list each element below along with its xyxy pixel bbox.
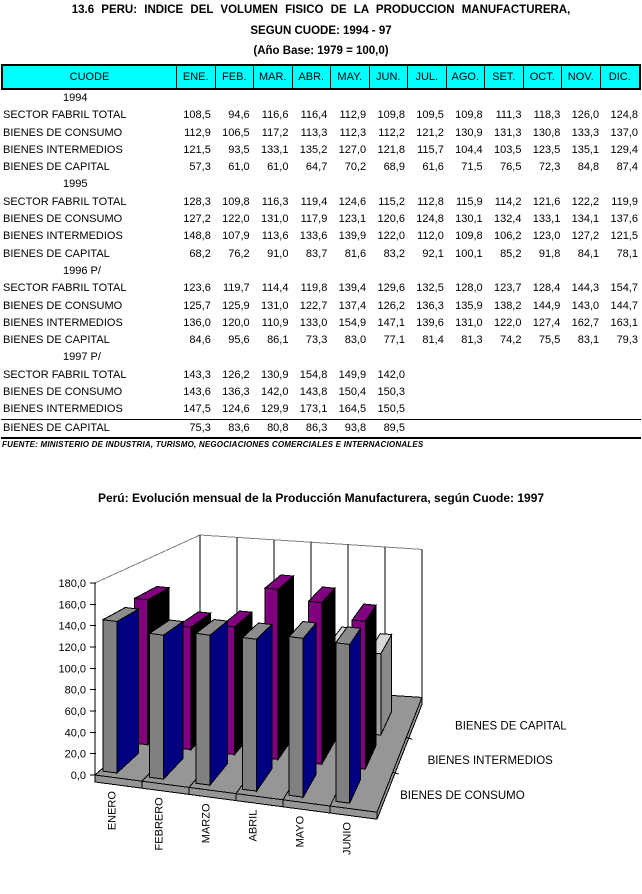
value-cell: 135,9	[455, 299, 483, 312]
value-cell: 126,2	[377, 299, 405, 312]
value-cell: 122,0	[222, 213, 250, 226]
value-cell: 79,3	[616, 334, 638, 347]
value-cell: 108,5	[183, 109, 211, 122]
value-cell: 137,4	[338, 299, 367, 312]
value-cell: 92,1	[422, 247, 444, 260]
value-cell: 119,9	[611, 195, 638, 208]
value-cell: 129,9	[260, 403, 289, 416]
value-cell: 127,0	[338, 143, 367, 156]
value-cell: 147,5	[183, 403, 211, 416]
value-cell: 89,5	[383, 421, 405, 434]
y-tick-label: 80,0	[64, 684, 86, 697]
value-cell: 123,6	[183, 282, 211, 295]
value-cell: 133,6	[299, 230, 328, 243]
value-cell: 106,5	[222, 126, 250, 139]
value-cell: 71,5	[461, 161, 483, 174]
value-cell: 139,6	[416, 316, 444, 329]
value-cell: 123,5	[532, 143, 561, 156]
value-cell: 162,7	[571, 316, 600, 329]
value-cell: 163,1	[610, 316, 638, 329]
value-cell: 131,0	[260, 213, 289, 226]
value-cell: 137,0	[610, 126, 638, 139]
value-cell: 116,4	[300, 109, 328, 122]
value-cell: 124,8	[610, 109, 638, 122]
value-cell: 84,6	[189, 334, 211, 347]
value-cell: 93,8	[344, 421, 367, 434]
value-cell: 113,6	[261, 230, 289, 243]
value-cell: 75,3	[189, 421, 211, 434]
bar-bienes-de-consumo-mayo	[289, 637, 303, 798]
bar-side-bienes-de-consumo-enero	[117, 609, 139, 773]
value-cell: 136,0	[183, 316, 211, 329]
value-cell: 116,3	[261, 195, 289, 208]
value-cell: 144,9	[532, 299, 561, 312]
value-cell: 124,6	[222, 403, 250, 416]
category-label-mayo: MAYO	[294, 815, 307, 848]
y-tick-label: 40,0	[64, 727, 86, 740]
value-cell: 112,0	[417, 230, 444, 243]
value-cell: 120,0	[222, 316, 250, 329]
value-cell: 109,5	[416, 109, 444, 122]
value-cell: 144,7	[610, 299, 638, 312]
column-header-ene: ENE.	[177, 66, 216, 88]
value-cell: 128,4	[532, 282, 561, 295]
value-cell: 121,5	[183, 143, 211, 156]
value-cell: 154,7	[610, 282, 638, 295]
bar-side-bienes-de-consumo-junio	[350, 628, 361, 803]
category-label-febrero: FEBRERO	[153, 797, 166, 851]
value-cell: 122,2	[571, 195, 600, 208]
value-cell: 103,5	[493, 143, 522, 156]
row-label: SECTOR FABRIL TOTAL	[3, 195, 127, 208]
value-cell: 64,7	[305, 161, 328, 174]
value-cell: 130,9	[260, 368, 289, 381]
value-cell: 121,6	[532, 195, 561, 208]
bar-bienes-de-consumo-marzo	[196, 633, 210, 785]
row-label: BIENES INTERMEDIOS	[3, 403, 123, 416]
row-label: BIENES DE CONSUMO	[3, 299, 123, 312]
value-cell: 74,2	[500, 334, 522, 347]
column-header-dic: DIC.	[601, 66, 640, 88]
value-cell: 127,2	[571, 230, 600, 243]
row-label: BIENES DE CONSUMO	[3, 386, 123, 399]
value-cell: 131,0	[455, 316, 483, 329]
value-cell: 86,3	[305, 421, 328, 434]
value-cell: 127,4	[532, 316, 561, 329]
value-cell: 130,8	[532, 126, 561, 139]
value-cell: 84,8	[577, 161, 600, 174]
series-label-bienes-de-capital: BIENES DE CAPITAL	[455, 720, 567, 733]
y-tick-label: 100,0	[58, 663, 86, 676]
value-cell: 83,7	[305, 247, 328, 260]
column-header-ago: AGO.	[447, 66, 486, 88]
value-cell: 112,9	[339, 109, 367, 122]
value-cell: 143,0	[571, 299, 600, 312]
value-cell: 143,3	[183, 368, 211, 381]
value-cell: 122,0	[493, 316, 522, 329]
value-cell: 124,6	[338, 195, 367, 208]
value-cell: 106,2	[493, 230, 522, 243]
column-header-feb: FEB.	[216, 66, 255, 88]
bar-side-bienes-intermedios-junio	[365, 605, 376, 769]
y-tick-label: 0,0	[70, 770, 86, 782]
value-cell: 124,8	[416, 213, 444, 226]
value-cell: 128,0	[455, 282, 483, 295]
value-cell: 133,1	[532, 213, 561, 226]
value-cell: 57,3	[189, 161, 211, 174]
value-cell: 149,9	[338, 368, 367, 381]
bar-side-bienes-de-consumo-marzo	[210, 621, 227, 785]
value-cell: 142,0	[377, 368, 405, 381]
column-header-cuode: CUODE	[3, 66, 177, 88]
value-cell: 119,4	[300, 195, 328, 208]
value-cell: 136,3	[222, 386, 250, 399]
value-cell: 114,2	[494, 195, 522, 208]
value-cell: 139,9	[338, 230, 367, 243]
value-cell: 154,8	[299, 368, 328, 381]
year-label: 1997 P/	[63, 351, 101, 364]
category-label-abril: ABRIL	[247, 809, 260, 842]
value-cell: 125,9	[222, 299, 250, 312]
value-cell: 120,6	[377, 213, 405, 226]
row-label: BIENES DE CAPITAL	[3, 247, 110, 260]
source-note: FUENTE: MINISTERIO DE INDUSTRIA, TURISMO, NEGOCIACIONES COMERCIALES E INTERNACIONALES	[2, 440, 424, 449]
value-cell: 136,3	[416, 299, 444, 312]
row-label: BIENES INTERMEDIOS	[3, 316, 123, 329]
bar-side-bienes-intermedios-mayo	[322, 588, 335, 764]
value-cell: 115,9	[455, 195, 483, 208]
value-cell: 173,1	[299, 403, 328, 416]
value-cell: 164,5	[338, 403, 367, 416]
value-cell: 70,2	[344, 161, 367, 174]
value-cell: 139,4	[338, 282, 367, 295]
value-cell: 150,3	[377, 386, 405, 399]
value-cell: 104,4	[455, 143, 483, 156]
value-cell: 133,1	[260, 143, 289, 156]
value-cell: 135,1	[571, 143, 600, 156]
value-cell: 73,3	[305, 334, 328, 347]
value-cell: 123,1	[338, 213, 367, 226]
row-label: SECTOR FABRIL TOTAL	[3, 368, 127, 381]
column-header-abr: ABR.	[293, 66, 332, 88]
value-cell: 143,8	[299, 386, 328, 399]
value-cell: 86,1	[267, 334, 289, 347]
year-label: 1996 P/	[63, 264, 101, 277]
value-cell: 110,9	[261, 316, 289, 329]
y-tick-label: 180,0	[58, 578, 86, 590]
value-cell: 76,2	[228, 247, 250, 260]
value-cell: 91,8	[538, 247, 561, 260]
value-cell: 132,5	[416, 282, 444, 295]
value-cell: 119,8	[300, 282, 328, 295]
value-cell: 83,0	[344, 334, 367, 347]
value-cell: 61,0	[228, 161, 250, 174]
value-cell: 123,0	[532, 230, 561, 243]
y-tick-label: 160,0	[58, 599, 86, 612]
value-cell: 138,2	[493, 299, 522, 312]
bar-bienes-de-consumo-febrero	[150, 633, 164, 779]
value-cell: 107,9	[222, 230, 250, 243]
value-cell: 117,2	[261, 126, 289, 139]
value-cell: 144,3	[571, 282, 600, 295]
row-label: BIENES DE CONSUMO	[3, 126, 123, 139]
value-cell: 125,7	[183, 299, 211, 312]
document-subtitle: SEGUN CUODE: 1994 - 97	[250, 25, 392, 37]
value-cell: 61,6	[422, 161, 444, 174]
bar-bienes-de-consumo-enero	[103, 620, 117, 773]
value-cell: 84,1	[577, 247, 600, 260]
value-cell: 117,9	[300, 213, 328, 226]
value-cell: 115,7	[417, 143, 444, 156]
column-header-jul: JUL.	[408, 66, 447, 88]
value-cell: 128,3	[183, 195, 211, 208]
category-label-enero: ENERO	[106, 791, 119, 831]
row-label: BIENES INTERMEDIOS	[3, 230, 123, 243]
value-cell: 129,6	[377, 282, 405, 295]
bar-side-bienes-de-consumo-mayo	[303, 623, 316, 797]
value-cell: 80,8	[267, 421, 289, 434]
value-cell: 81,6	[344, 247, 367, 260]
value-cell: 118,3	[533, 109, 561, 122]
value-cell: 150,4	[338, 386, 367, 399]
value-cell: 133,3	[571, 126, 600, 139]
value-cell: 127,2	[183, 213, 211, 226]
value-cell: 78,1	[616, 247, 638, 260]
value-cell: 87,4	[616, 161, 638, 174]
value-cell: 77,1	[383, 334, 405, 347]
bar-side-bienes-de-consumo-febrero	[164, 622, 183, 780]
value-cell: 81,3	[461, 334, 483, 347]
value-cell: 131,0	[260, 299, 289, 312]
value-cell: 114,4	[261, 282, 289, 295]
value-cell: 94,6	[228, 109, 250, 122]
value-cell: 121,5	[610, 230, 638, 243]
value-cell: 115,2	[378, 195, 405, 208]
value-cell: 68,9	[383, 161, 405, 174]
value-cell: 85,2	[500, 247, 522, 260]
series-label-bienes-intermedios: BIENES INTERMEDIOS	[427, 755, 553, 768]
value-cell: 123,7	[493, 282, 522, 295]
value-cell: 109,8	[455, 230, 483, 243]
value-cell: 132,4	[493, 213, 522, 226]
value-cell: 122,7	[299, 299, 328, 312]
value-cell: 109,8	[222, 195, 250, 208]
value-cell: 143,6	[183, 386, 211, 399]
year-label: 1994	[63, 92, 88, 104]
bar-bienes-de-consumo-abril	[243, 638, 257, 792]
chart-title: Perú: Evolución mensual de la Producción Manufacturera, según Cuode: 1997	[97, 491, 545, 505]
value-cell: 129,4	[610, 143, 638, 156]
row-label: BIENES INTERMEDIOS	[3, 143, 123, 156]
row-label: SECTOR FABRIL TOTAL	[3, 109, 127, 122]
column-header-oct: OCT.	[524, 66, 563, 88]
value-cell: 95,6	[228, 334, 250, 347]
value-cell: 142,0	[260, 386, 289, 399]
column-header-nov: NOV.	[562, 66, 601, 88]
base-year-note: (Año Base: 1979 = 100,0)	[253, 45, 389, 57]
value-cell: 150,5	[377, 403, 405, 416]
row-label: BIENES DE CONSUMO	[3, 213, 123, 226]
document-title: 13.6 PERU: INDICE DEL VOLUMEN FISICO DE LA PRODUCCION MANUFACTURERA,	[71, 4, 571, 16]
row-label: BIENES DE CAPITAL	[3, 161, 110, 174]
y-tick-label: 60,0	[64, 706, 86, 718]
value-cell: 147,1	[377, 316, 405, 329]
value-cell: 135,2	[299, 143, 328, 156]
series-label-bienes-de-consumo: BIENES DE CONSUMO	[400, 790, 525, 803]
column-header-set: SET.	[485, 66, 524, 88]
value-cell: 137,6	[610, 213, 638, 226]
value-cell: 111,3	[495, 109, 522, 122]
value-cell: 134,1	[571, 213, 600, 226]
value-cell: 83,1	[577, 334, 600, 347]
value-cell: 112,3	[339, 126, 367, 139]
value-cell: 121,2	[416, 126, 444, 139]
value-cell: 113,3	[300, 126, 328, 139]
year-label: 1995	[63, 178, 88, 191]
y-tick-label: 20,0	[64, 748, 86, 761]
value-cell: 112,9	[184, 126, 211, 139]
category-label-marzo: MARZO	[200, 803, 213, 844]
value-cell: 83,6	[228, 421, 250, 434]
column-header-jun: JUN.	[370, 66, 409, 88]
row-label: SECTOR FABRIL TOTAL	[3, 282, 127, 295]
value-cell: 83,2	[383, 247, 405, 260]
value-cell: 133,0	[299, 316, 328, 329]
value-cell: 91,0	[267, 247, 289, 260]
bar-bienes-de-consumo-junio	[336, 643, 350, 804]
value-cell: 130,1	[455, 213, 483, 226]
value-cell: 81,4	[422, 334, 444, 347]
value-cell: 122,0	[377, 230, 405, 243]
column-header-may: MAY.	[331, 66, 370, 88]
value-cell: 109,8	[455, 109, 483, 122]
value-cell: 126,0	[571, 109, 600, 122]
row-label: BIENES DE CAPITAL	[3, 334, 110, 347]
value-cell: 61,0	[267, 161, 289, 174]
value-cell: 126,2	[222, 368, 250, 381]
category-label-junio: JUNIO	[341, 822, 354, 856]
y-tick-label: 120,0	[58, 642, 86, 654]
value-cell: 112,8	[417, 195, 444, 208]
row-label: BIENES DE CAPITAL	[3, 421, 110, 434]
value-cell: 75,5	[538, 334, 561, 347]
column-header-mar: MAR.	[254, 66, 293, 88]
value-cell: 100,1	[455, 247, 483, 260]
y-tick-label: 140,0	[58, 620, 86, 633]
value-cell: 112,2	[378, 126, 405, 139]
value-cell: 154,9	[338, 316, 367, 329]
value-cell: 72,3	[538, 161, 561, 174]
value-cell: 109,8	[377, 109, 405, 122]
value-cell: 130,9	[455, 126, 483, 139]
value-cell: 116,6	[261, 109, 289, 122]
value-cell: 131,3	[493, 126, 522, 139]
value-cell: 76,5	[500, 161, 522, 174]
value-cell: 93,5	[228, 143, 250, 156]
bar-side-bienes-de-consumo-abril	[257, 625, 272, 792]
value-cell: 121,8	[377, 143, 405, 156]
value-cell: 68,2	[189, 247, 211, 260]
value-cell: 119,7	[222, 282, 250, 295]
value-cell: 148,8	[183, 230, 211, 243]
